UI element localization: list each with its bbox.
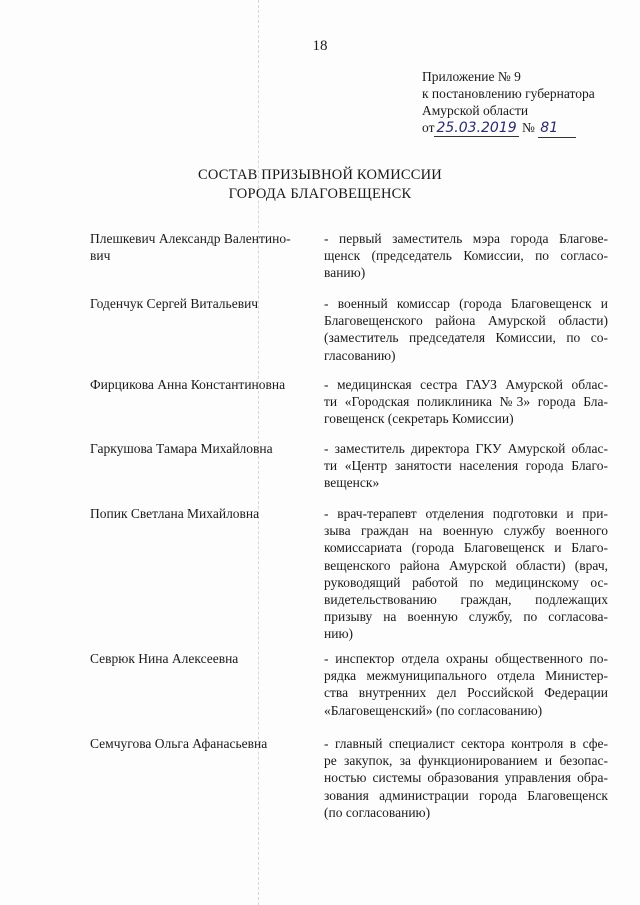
member-role-line: ре закупок, за функционированием и безопас- — [324, 753, 608, 769]
member-role-line: - главный специалист сектора контроля в сфе- — [324, 736, 608, 751]
member-name-line: Годенчук Сергей Витальевич — [90, 296, 259, 311]
member-role-line: ти «Городская поликлиника №3» города Бла- — [324, 394, 608, 410]
appendix-date-line — [422, 119, 595, 138]
member-role — [324, 295, 608, 364]
member-role-line: призыву на военную службу, по согласова- — [324, 609, 608, 625]
member-role-line: ностью системы образования управления обра- — [324, 770, 608, 786]
member-row — [90, 376, 608, 428]
member-name-line: Плешкевич Александр Валентино- — [90, 231, 291, 246]
appendix-region: Амурской области — [422, 103, 529, 118]
member-role — [324, 735, 608, 821]
handwritten-date: 25.03.2019 — [436, 120, 517, 136]
member-role-line: комиссариата (города Благовещенск и Благо- — [324, 540, 608, 556]
member-name — [90, 230, 320, 282]
member-role-line: (по согласованию) — [324, 804, 431, 820]
member-role-line: гласованию) — [324, 347, 396, 363]
member-role — [324, 440, 608, 492]
member-name — [90, 376, 320, 428]
member-row — [90, 650, 608, 719]
member-name-line: Гаркушова Тамара Михайловна — [90, 441, 273, 456]
member-role-line: - медицинская сестра ГАУЗ Амурской облас- — [324, 377, 608, 392]
member-role-line: - первый заместитель мэра города Благове- — [324, 231, 608, 246]
member-name-line: Семчугова Ольга Афанасьевна — [90, 736, 268, 751]
member-role-line: зыва граждан на военную службу военного — [324, 523, 608, 539]
member-name-line: Попик Светлана Михайловна — [90, 506, 260, 521]
number-prefix: № — [522, 120, 535, 135]
member-role-line: видетельствованию граждан, подлежащих — [324, 592, 608, 608]
member-role — [324, 376, 608, 428]
member-role-line: руководящий работой по медицинскому ос- — [324, 574, 608, 590]
member-role-line: ства внутренних дел Российской Федерации — [324, 685, 608, 701]
member-role-line: - военный комиссар (города Благовещенск и — [324, 296, 608, 311]
member-row — [90, 505, 608, 643]
member-role-line: говещенск (секретарь Комиссии) — [324, 411, 514, 427]
member-role-line: ти «Центр занятости населения города Благо- — [324, 458, 608, 474]
member-role-line: вещенского района Амурской области) (врач, — [324, 557, 608, 573]
member-name — [90, 735, 320, 821]
member-role — [324, 230, 608, 282]
member-role-line: нию) — [324, 626, 354, 642]
date-prefix: от — [422, 120, 435, 135]
member-role-line: щенск (председатель Комиссии, по согласо- — [324, 248, 608, 264]
member-name-line: вич — [90, 248, 111, 264]
member-name-line: Фирцикова Анна Константиновна — [90, 377, 286, 392]
title-line-1: СОСТАВ ПРИЗЫВНОЙ КОМИССИИ — [198, 167, 442, 183]
member-role-line: Благовещенского района Амурской области) — [324, 313, 608, 329]
member-row — [90, 295, 608, 364]
member-role-line: - врач-терапевт отделения подготовки и при- — [324, 506, 608, 521]
member-role-line: ванию) — [324, 265, 366, 281]
member-role-line: рядка межмуниципального отдела Министер- — [324, 668, 608, 684]
member-name-line: Севрюк Нина Алексеевна — [90, 651, 239, 666]
handwritten-number: 81 — [538, 120, 576, 138]
member-row — [90, 440, 608, 492]
member-role-line: (заместитель председателя Комиссии, по со- — [324, 330, 608, 346]
member-name — [90, 440, 320, 492]
member-row — [90, 735, 608, 821]
title-line-2: ГОРОДА БЛАГОВЕЩЕНСК — [228, 186, 412, 202]
member-name — [90, 295, 320, 364]
member-role-line: «Благовещенский» (по согласованию) — [324, 702, 543, 718]
member-name — [90, 505, 320, 643]
appendix-header — [422, 68, 595, 138]
member-role-line: вещенск» — [324, 475, 380, 491]
page-number: 18 — [312, 38, 328, 54]
member-role — [324, 505, 608, 643]
document-title — [0, 166, 640, 204]
member-role — [324, 650, 608, 719]
appendix-reference: к постановлению губернатора — [422, 86, 595, 101]
member-name — [90, 650, 320, 719]
member-role-line: - заместитель директора ГКУ Амурской облас- — [324, 441, 608, 456]
appendix-title: Приложение № 9 — [422, 69, 521, 84]
member-role-line: зования администрации города Благовещенск — [324, 787, 608, 803]
member-role-line: - инспектор отдела охраны общественного по- — [324, 651, 608, 666]
member-row — [90, 230, 608, 282]
